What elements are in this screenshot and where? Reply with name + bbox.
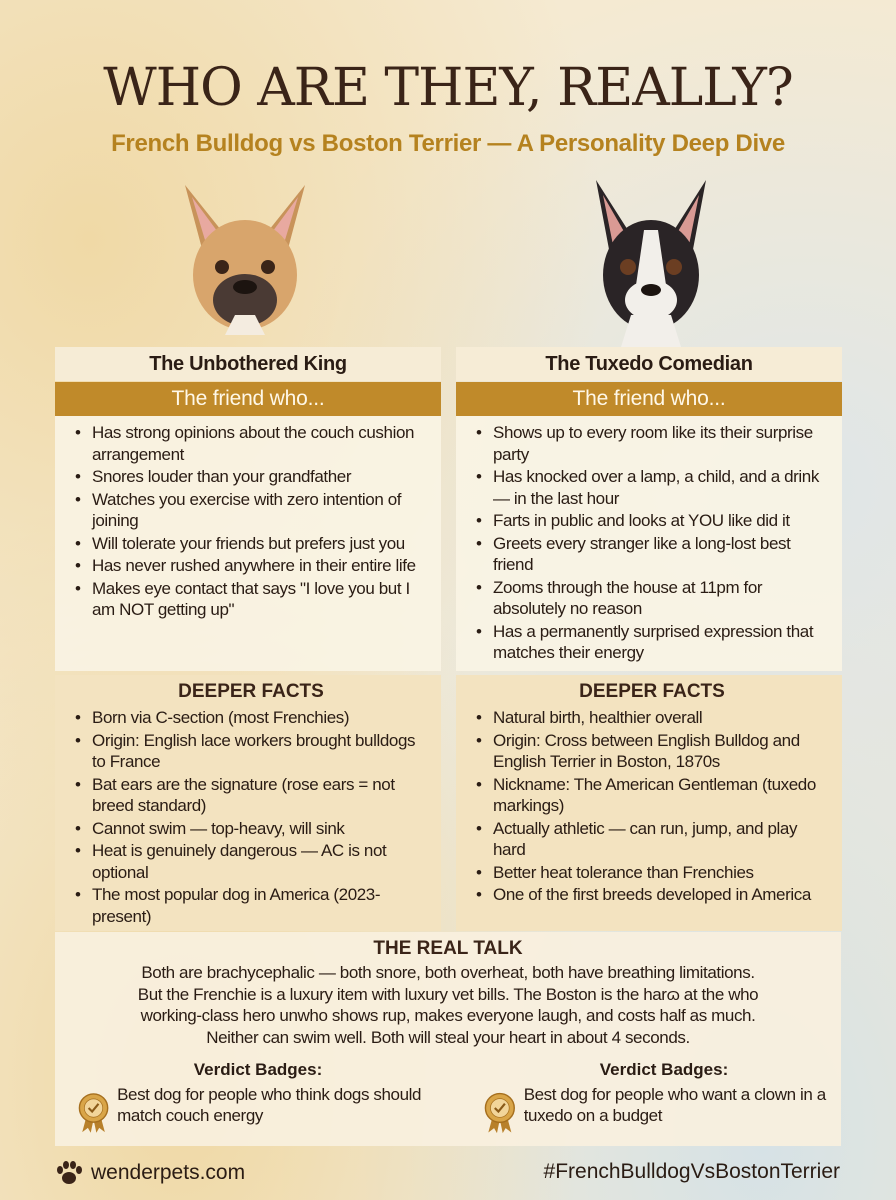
- list-item: • Bat ears are the signature (rose ears = not breed standard): [75, 774, 427, 817]
- list-item: • Will tolerate your friends but prefers just you: [75, 533, 427, 555]
- traits-list: [75, 422, 427, 621]
- french-bulldog-column: [55, 347, 441, 931]
- real-talk-line: working-class hero unwho shows rup, makes everyone laugh, and costs half as much.: [140, 1006, 756, 1025]
- traits-list: [476, 422, 828, 664]
- list-item: • Watches you exercise with zero intention of joining: [75, 489, 427, 532]
- column-name: The Tuxedo Comedian: [456, 347, 842, 381]
- list-item: • Makes eye contact that says "I love you but I am NOT getting up": [75, 578, 427, 621]
- boston-terrier-illustration: [576, 175, 726, 347]
- list-item: • Shows up to every room like its their surprise party: [476, 422, 828, 465]
- footer-site: [55, 1160, 245, 1186]
- list-item: • Farts in public and looks at YOU like did it: [476, 510, 828, 532]
- list-item: • Snores louder than your grandfather: [75, 466, 427, 488]
- paw-icon: [55, 1160, 83, 1186]
- list-item: • Natural birth, healthier overall: [476, 707, 828, 729]
- verdict-left: [78, 1060, 438, 1142]
- verdict-heading: Verdict Badges:: [599, 1060, 729, 1079]
- list-item: • Actually athletic — can run, jump, and play hard: [476, 818, 828, 861]
- real-talk-line: Both are brachycephalic — both snore, both overheat, both have breathing limitations.: [141, 963, 755, 982]
- list-item: • Better heat tolerance than Frenchies: [476, 862, 828, 884]
- list-item: • Has knocked over a lamp, a child, and a drink — in the last hour: [476, 466, 828, 509]
- list-item: • Cannot swim — top-heavy, will sink: [75, 818, 427, 840]
- list-item: • Has strong opinions about the couch cushion arrangement: [75, 422, 427, 465]
- boston-terrier-column: [456, 347, 842, 931]
- facts-list: [476, 707, 828, 906]
- section-band: The friend who...: [456, 382, 842, 416]
- list-item: • Zooms through the house at 11pm for absolutely no reason: [476, 577, 828, 620]
- facts-heading: DEEPER FACTS: [178, 681, 324, 702]
- page-title: WHO ARE THEY, REALLY?: [103, 58, 793, 118]
- section-band: The friend who...: [55, 382, 441, 416]
- verdict-right: [484, 1060, 844, 1142]
- verdict-text: Best dog for people who think dogs should match couch energy: [117, 1085, 422, 1125]
- facts-list: [75, 707, 427, 927]
- real-talk-line: Neither can swim well. Both will steal your heart in about 4 seconds.: [206, 1027, 690, 1047]
- real-talk-heading: THE REAL TALK: [373, 938, 523, 959]
- real-talk-line: But the Frenchie is a luxury item with luxury vet bills. The Boston is the harɷ at the who: [137, 984, 759, 1004]
- list-item: • Origin: English lace workers brought bulldogs to France: [75, 730, 427, 773]
- site-url: wenderpets.com: [91, 1161, 246, 1184]
- facts-heading: DEEPER FACTS: [579, 681, 725, 702]
- list-item: • One of the first breeds developed in America: [476, 884, 828, 906]
- list-item: • Has a permanently surprised expression that matches their energy: [476, 621, 828, 664]
- french-bulldog-illustration: [170, 175, 320, 347]
- list-item: • The most popular dog in America (2023-present): [75, 884, 427, 927]
- list-item: • Has never rushed anywhere in their entire life: [75, 555, 427, 577]
- list-item: • Born via C-section (most Frenchies): [75, 707, 427, 729]
- list-item: • Origin: Cross between English Bulldog and English Terrier in Boston, 1870s: [476, 730, 828, 773]
- verdict-text: Best dog for people who want a clown in a tuxedo on a budget: [523, 1085, 826, 1125]
- verdict-heading: Verdict Badges:: [193, 1060, 323, 1079]
- list-item: • Heat is genuinely dangerous — AC is not optional: [75, 840, 427, 883]
- list-item: • Nickname: The American Gentleman (tuxedo markings): [476, 774, 828, 817]
- award-badge-icon: [484, 1084, 516, 1142]
- footer-hashtag: #FrenchBulldogVsBostonTerrier: [543, 1160, 840, 1183]
- page-subtitle: French Bulldog vs Boston Terrier — A Personality Deep Dive: [111, 130, 785, 157]
- column-name: The Unbothered King: [55, 347, 441, 381]
- list-item: • Greets every stranger like a long-lost best friend: [476, 533, 828, 576]
- award-badge-icon: [78, 1084, 109, 1142]
